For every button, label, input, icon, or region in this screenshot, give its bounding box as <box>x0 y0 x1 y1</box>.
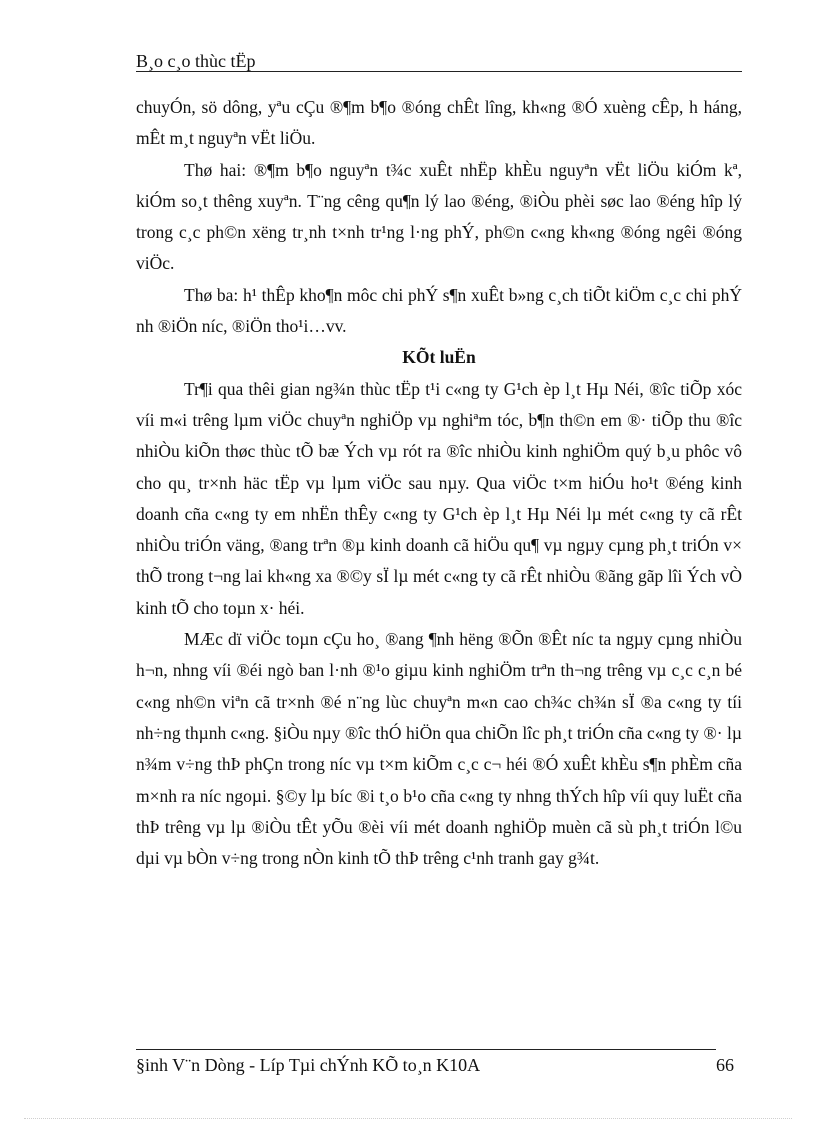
body-text <box>136 92 742 874</box>
page-number: 66 <box>716 1055 734 1075</box>
running-header: B¸o c¸o thùc tËp <box>136 51 256 71</box>
page-edge-dotted-line <box>24 1118 792 1119</box>
paragraph-conclusion-1: Tr¶i qua thêi gian ng¾n thùc tËp t¹i c«ng ty G¹ch èp l¸t Hµ Néi, ®îc tiÕp xóc víi m«i trêng lµm viÖc chuyªn nghiÖp vµ nghiªm tóc, b¶n th©n em ®· tiÕp thu ®îc nhiÒu kiÕn thøc thùc tÕ bæ Ých vµ rót ra ®îc nhiÒu kinh nghiÖm quý b¸u phôc vô cho qu¸ tr×nh häc tËp vµ lµm viÖc sau nµy. Qua viÖc t×m hiÓu ho¹t ®éng kinh doanh cña c«ng ty em nhËn thÊy c«ng ty G¹ch èp l¸t Hµ Néi lµ mét c«ng ty cã rÊt nhiÒu triÓn väng, ®ang trªn ®µ kinh doanh cã hiÖu qu¶ vµ ngµy cµng ph¸t triÓn v× thÕ trong t¬ng lai kh«ng xa ®©y sÏ lµ mét c«ng ty cã rÊt nhiÒu ®ãng gãp lîi Ých vÒ kinh tÕ cho toµn x· héi. <box>136 378 742 618</box>
paragraph-third-point: Thø ba: h¹ thÊp kho¶n môc chi phÝ s¶n xuÊt b»ng c¸ch tiÕt kiÖm c¸c chi phÝ nh ®iÖn níc, ®iÖn tho¹i…vv. <box>136 284 742 337</box>
header-divider <box>136 71 742 72</box>
footer-divider <box>136 1049 716 1050</box>
paragraph-conclusion-2: MÆc dï viÖc toµn cÇu ho¸ ®ang ¶nh hëng ®Õn ®Êt níc ta ngµy cµng nhiÒu h¬n, nhng víi ®éi ngò ban l·nh ®¹o giµu kinh nghiÖm trªn th¬ng trêng vµ c¸c c¸n bé c«ng nh©n viªn cã tr×nh ®é n¨ng lùc chuyªn m«n cao ch¾c ch¾n sÏ ®a c«ng ty tíi nh÷ng thµnh c«ng. §iÒu nµy ®îc thÓ hiÖn qua chiÕn lîc ph¸t triÓn cña c«ng ty ®· lµ n¾m v÷ng thÞ phÇn trong níc vµ t×m kiÕm c¸c c¬ héi ®Ó xuÊt khÈu s¶n phÈm cña m×nh ra níc ngoµi. §©y lµ bíc ®i t¸o b¹o cña c«ng ty nhng thÝch hîp víi quy luËt cña thÞ trêng vµ lµ ®iÒu tÊt yÕu ®èi víi mét doanh nghiÖp muèn cã sù ph¸t triÓn l©u dµi vµ bÒn v÷ng trong nÒn kinh tÕ thÞ trêng c¹nh tranh gay g¾t. <box>136 629 742 869</box>
section-heading-conclusion: KÕt luËn <box>402 347 476 368</box>
paragraph-second-point: Thø hai: ®¶m b¶o nguyªn t¾c xuÊt nhËp khÈu nguyªn vËt liÖu kiÓm kª, kiÓm so¸t thêng xuyªn. T¨ng cêng qu¶n lý lao ®éng, ®iÒu phèi søc lao ®éng hîp lý trong c¸c ph©n xëng tr¸nh t×nh tr¹ng l·ng phÝ, ph©n c«ng kh«ng ®óng ngêi ®óng viÖc. <box>136 159 742 274</box>
paragraph-continuation: chuyÓn, sö dông, yªu cÇu ®¶m b¶o ®óng chÊt lîng, kh«ng ®Ó xuèng cÊp, h háng, mÊt m¸t nguyªn vËt liÖu. <box>136 97 742 149</box>
footer-author: §inh V¨n Dòng - Líp Tµi chÝnh KÕ to¸n K10A <box>136 1055 481 1075</box>
